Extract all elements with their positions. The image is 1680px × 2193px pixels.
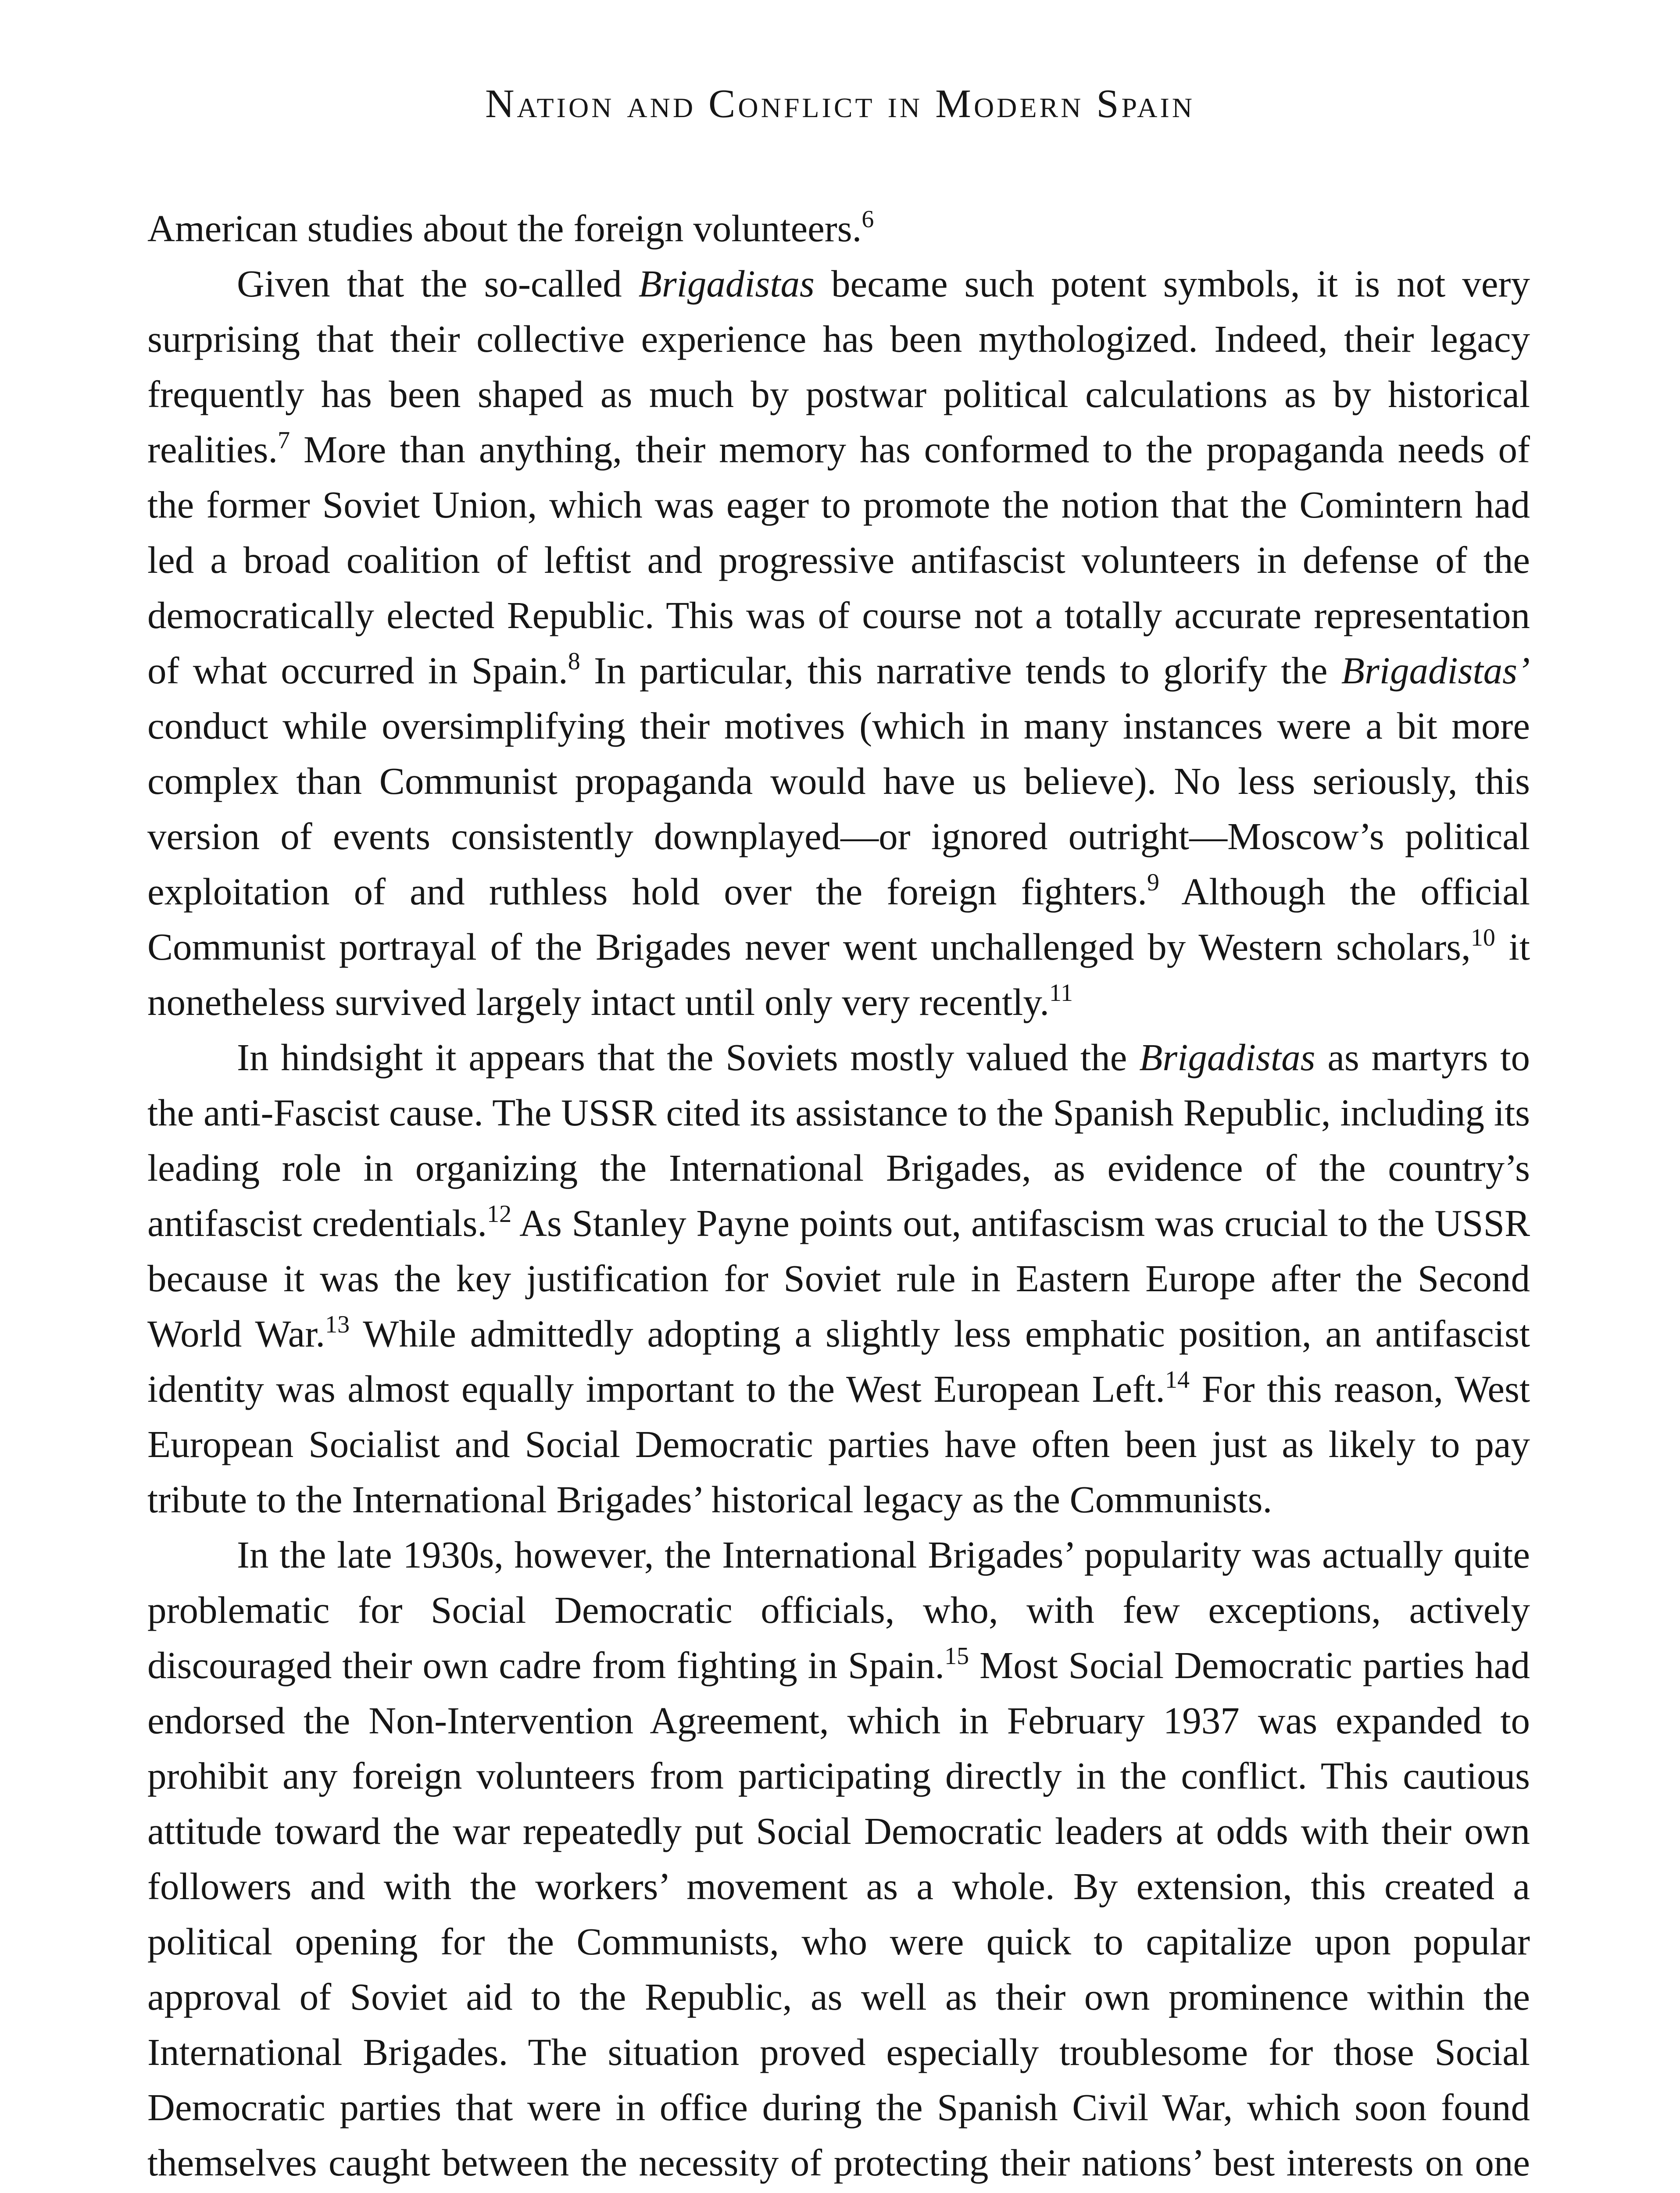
footnote-marker: 6: [861, 206, 874, 233]
text-run: In particular, this narrative tends to glorify the: [580, 649, 1341, 692]
paragraph: [147, 1527, 1530, 2193]
text-run: More than anything, their memory has conformed to the propaganda needs of the former Soviet Union, which was eager to promote the notion that the Comintern had led a broad coalition of leftist and progressive antifascist volunteers in defense of the democratically elected Republic. This was of course not a totally accurate representation of what occurred in Spain.: [147, 428, 1530, 692]
paragraph: [147, 201, 1530, 256]
text-run: conduct while oversimplifying their motives (which in many instances were a bit more complex than Communist propaganda would have us believe). No less seriously, this version of events consistently downplayed—or ignored outright—Moscow’s political exploitation of and ruthless hold over the foreign fighters.: [147, 704, 1530, 913]
text-run: became such potent symbols, it is not very surprising that their collective experience has been mythologized. Indeed, their legacy frequently has been shaped as much by postwar political calculations as by historical realities.: [147, 262, 1530, 471]
footnote-marker: 8: [568, 648, 580, 675]
text-run: as martyrs to the anti-Fascist cause. The USSR cited its assistance to the Spanish Republic, including its leading role in organizing the International Brigades, as evidence of the country’s antifascist credentials.: [147, 1036, 1530, 1244]
text-run: While admittedly adopting a slightly less emphatic position, an antifascist identity was almost equally important to the West European Left.: [147, 1312, 1530, 1410]
text-run: As Stanley Payne points out, antifascism was crucial to the USSR because it was the key justification for Soviet rule in Eastern Europe after the Second World War.: [147, 1202, 1530, 1355]
text-run: Although the official Communist portrayal of the Brigades never went unchallenged by Western scholars,: [147, 870, 1530, 968]
footnote-marker: 13: [325, 1311, 350, 1338]
paragraph: [147, 256, 1530, 1030]
text-run: American studies about the foreign volunteers.: [147, 207, 862, 250]
footnote-marker: 10: [1470, 924, 1495, 951]
footnote-marker: 15: [944, 1643, 969, 1670]
text-run: Given that the so-called: [237, 262, 639, 305]
text-run: In hindsight it appears that the Soviets mostly valued the: [237, 1036, 1140, 1079]
text-run: Most Social Democratic parties had endorsed the Non-Intervention Agreement, which in February 1937 was expanded to prohibit any foreign volunteers from participating directly in the conflict. This cautious attitude toward the war repeatedly put Social Democratic leaders at odds with their own followers and with the workers’ movement as a whole. By extension, this created a political opening for the Communists, who were quick to capitalize upon popular approval of Soviet aid to the Republic, as well as their own prominence within the International Brigades. The situation proved especially troublesome for those Social Democratic parties that were in office during the Spanish Civil War, which soon found themselves caught between the necessity of protecting their nations’ best interests on one: [147, 1644, 1530, 2184]
footnote-marker: 11: [1049, 979, 1073, 1007]
italic-term: Brigadistas: [1139, 1036, 1315, 1079]
footnote-marker: 9: [1147, 869, 1160, 896]
paragraph: [147, 1030, 1530, 1527]
footnote-marker: 12: [487, 1200, 512, 1228]
text-run: For this reason, West European Socialist and Social Democratic parties have often been just as likely to pay tribute to the International Brigades’ historical legacy as the Communists.: [147, 1368, 1530, 1521]
text-run: it nonetheless survived largely intact until only very recently.: [147, 925, 1530, 1023]
body-text: [147, 201, 1530, 2193]
italic-term: Brigadistas’: [1341, 649, 1530, 692]
running-head: Nation and Conflict in Modern Spain: [485, 81, 1195, 126]
footnote-marker: 14: [1165, 1366, 1190, 1393]
italic-term: Brigadistas: [638, 262, 815, 305]
footnote-marker: 7: [278, 427, 290, 454]
text-run: In the late 1930s, however, the International Brigades’ popularity was actually quite problematic for Social Democratic officials, who, with few exceptions, actively discouraged their own cadre from fighting in Spain.: [147, 1533, 1530, 1686]
